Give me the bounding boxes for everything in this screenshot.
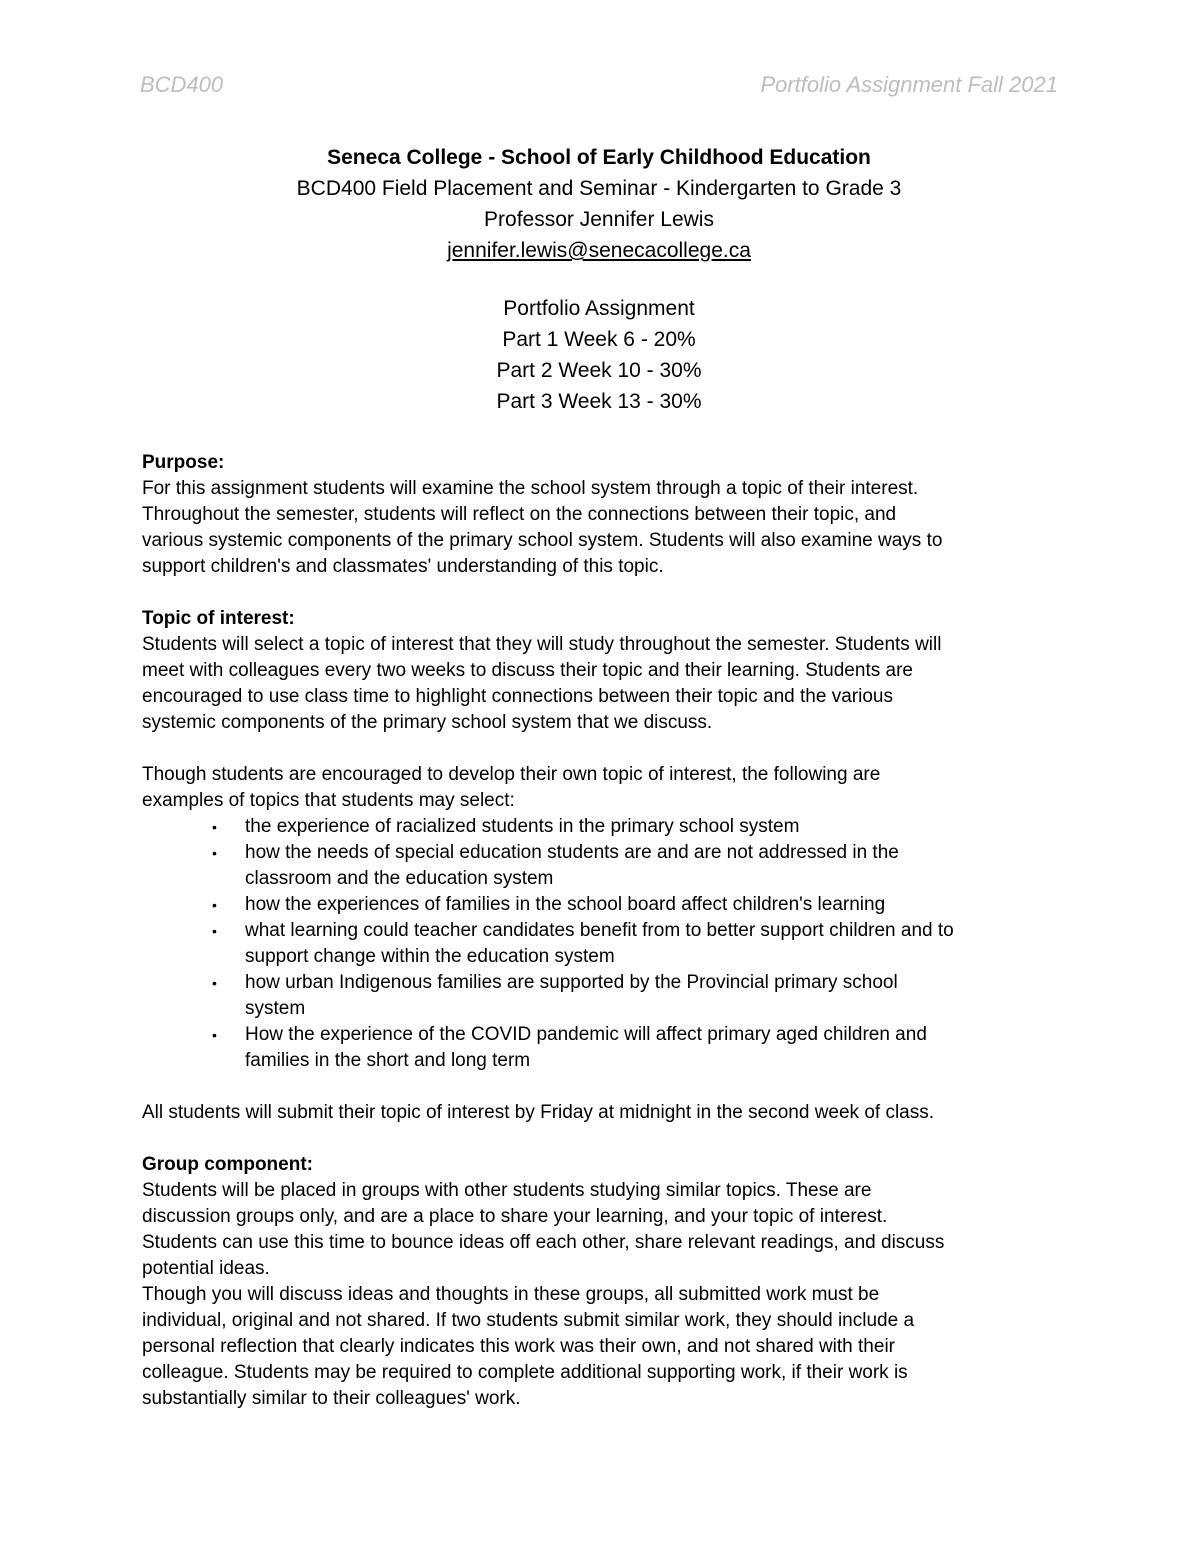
purpose-line: For this assignment students will examine the school system through a topic of their interest. — [142, 478, 919, 499]
list-item — [212, 918, 1062, 970]
group-line: discussion groups only, and are a place to share your learning, and your topic of interest. — [142, 1206, 888, 1227]
list-item-line: classroom and the education system — [245, 868, 554, 889]
group-line: Students can use this time to bounce ideas off each other, share relevant readings, and discuss — [142, 1232, 945, 1253]
purpose-line: various systemic components of the primary school system. Students will also examine ways to — [142, 530, 943, 551]
bullet-icon: • — [212, 819, 217, 835]
topic-line: Students will select a topic of interest that they will study throughout the semester. Students will — [142, 634, 942, 655]
course-title: BCD400 Field Placement and Seminar - Kindergarten to Grade 3 — [296, 177, 902, 200]
topic-intro-line: Though students are encouraged to develop their own topic of interest, the following are — [142, 764, 881, 785]
part-1-weight: Part 1 Week 6 - 20% — [502, 328, 696, 351]
topic-line: systemic components of the primary school system that we discuss. — [142, 712, 713, 733]
submit-note: All students will submit their topic of interest by Friday at midnight in the second week of class. — [142, 1102, 935, 1123]
bullet-icon: • — [212, 845, 217, 861]
college-title: Seneca College - School of Early Childhood Education — [327, 146, 871, 169]
purpose-heading: Purpose: — [142, 452, 225, 473]
list-item — [212, 1022, 1062, 1074]
part-2-weight: Part 2 Week 10 - 30% — [496, 359, 702, 382]
group-line: Students will be placed in groups with other students studying similar topics. These are — [142, 1180, 872, 1201]
section-gap — [142, 1074, 1062, 1100]
bullet-icon: • — [212, 897, 217, 913]
bullet-icon: • — [212, 975, 217, 991]
professor-name: Professor Jennifer Lewis — [484, 208, 714, 231]
list-item — [212, 840, 1062, 892]
topic-heading: Topic of interest: — [142, 608, 295, 629]
assignment-title: Portfolio Assignment — [503, 297, 695, 320]
title-spacer — [140, 266, 1058, 293]
part-3-weight: Part 3 Week 13 - 30% — [496, 390, 702, 413]
group-line: potential ideas. — [142, 1258, 270, 1279]
list-item-line: the experience of racialized students in the primary school system — [245, 816, 800, 837]
bullet-icon: • — [212, 923, 217, 939]
list-item — [212, 892, 1062, 918]
group-line: Though you will discuss ideas and thoughts in these groups, all submitted work must be — [142, 1284, 880, 1305]
title-block — [140, 142, 1058, 417]
list-item-line: How the experience of the COVID pandemic will affect primary aged children and — [245, 1024, 927, 1045]
header-assignment-title: Portfolio Assignment Fall 2021 — [760, 72, 1058, 97]
section-gap — [142, 580, 1062, 606]
purpose-line: Throughout the semester, students will reflect on the connections between their topic, and — [142, 504, 897, 525]
list-item — [212, 814, 1062, 840]
bullet-icon: • — [212, 1027, 217, 1043]
topic-intro-line: examples of topics that students may select: — [142, 790, 515, 811]
header-course-code: BCD400 — [140, 72, 224, 97]
group-line: personal reflection that clearly indicates this work was their own, and not shared with their — [142, 1336, 895, 1357]
purpose-line: support children's and classmates' understanding of this topic. — [142, 556, 664, 577]
section-gap — [142, 1126, 1062, 1152]
list-item-line: support change within the education system — [245, 946, 615, 967]
document-body — [142, 450, 1062, 1412]
list-item-line: how the needs of special education students are and are not addressed in the — [245, 842, 899, 863]
group-line: individual, original and not shared. If two students submit similar work, they should include a — [142, 1310, 915, 1331]
topic-line: meet with colleagues every two weeks to discuss their topic and their learning. Students are — [142, 660, 913, 681]
list-item — [212, 970, 1062, 1022]
list-item-line: what learning could teacher candidates benefit from to better support children and to — [245, 920, 954, 941]
group-heading: Group component: — [142, 1154, 313, 1175]
list-item-line: families in the short and long term — [245, 1050, 531, 1071]
professor-email-link[interactable]: jennifer.lewis@senecacollege.ca — [447, 239, 751, 262]
list-item-line: system — [245, 998, 306, 1019]
topic-examples-list — [142, 814, 1062, 1074]
group-line: substantially similar to their colleagues' work. — [142, 1388, 521, 1409]
list-item-line: how urban Indigenous families are supported by the Provincial primary school — [245, 972, 898, 993]
section-gap — [142, 736, 1062, 762]
list-item-line: how the experiences of families in the school board affect children's learning — [245, 894, 886, 915]
topic-line: encouraged to use class time to highlight connections between their topic and the various — [142, 686, 893, 707]
group-line: colleague. Students may be required to complete additional supporting work, if their work is — [142, 1362, 908, 1383]
